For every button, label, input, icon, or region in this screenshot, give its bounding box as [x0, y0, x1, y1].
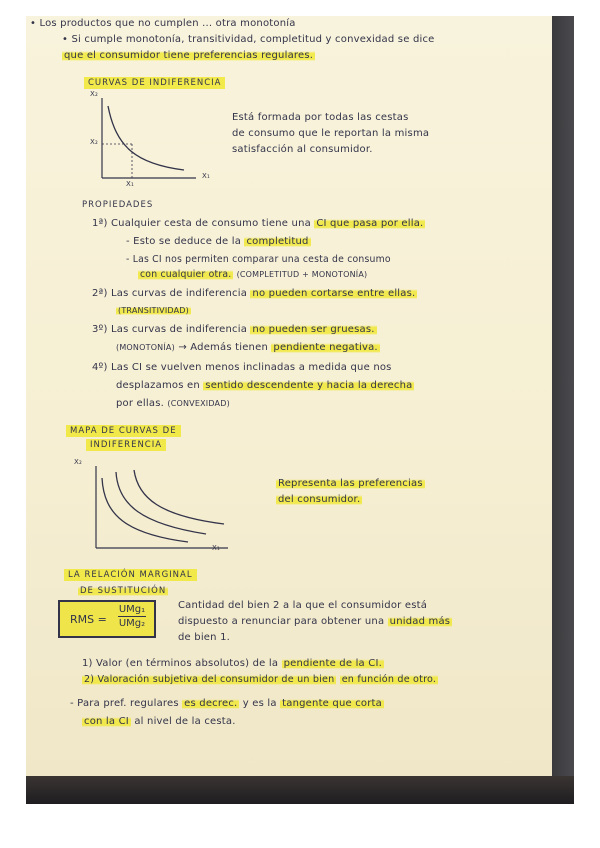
rms-title-2: DE SUSTITUCIÓN [80, 586, 167, 596]
rms-fraction [118, 604, 146, 629]
property-4-line-3: por ellas. (CONVEXIDAD) [116, 398, 230, 409]
ci-definition-3: satisfacción al consumidor. [232, 144, 373, 155]
property-2: 2ª) Las curvas de indiferencia no pueden cortarse entre ellas. [92, 288, 416, 299]
ci-definition-2: de consumo que le reportan la misma [232, 128, 430, 139]
property-1-sub-1: - Esto se deduce de la completitud [126, 236, 309, 247]
rms-numerator: UMg₁ [118, 604, 146, 615]
ci-section-title: CURVAS DE INDIFERENCIA [84, 78, 225, 88]
property-1-sub-2b: con cualquier otra. (COMPLETITUD + MONOTONÍA) [140, 269, 368, 280]
notebook-photo [26, 16, 574, 804]
ci-definition-1: Está formada por todas las cestas [232, 112, 409, 123]
mapa-definition-1: Representa las preferencias [278, 478, 423, 489]
graph1-y-axis-label: X₂ [90, 90, 99, 98]
property-4: 4º) Las CI se vuelven menos inclinadas a medida que nos [92, 362, 392, 373]
mapa-definition-2: del consumidor. [278, 494, 361, 505]
desk-edge-bottom [26, 776, 574, 804]
rms-title-1: LA RELACIÓN MARGINAL [64, 570, 197, 580]
graph1-x-tick: X₁ [126, 180, 135, 188]
rms-point-3: - Para pref. regulares es decrec. y es la tangente que corta [70, 698, 383, 709]
rms-label: RMS = [70, 613, 107, 626]
intro-line-1: • Si cumple monotonía, transitividad, completitud y convexidad se dice [62, 34, 435, 45]
property-1-sub-2a: - Las CI nos permiten comparar una cesta de consumo [126, 254, 391, 265]
property-3-tag: (MONOTONÍA) → Además tienen pendiente negativa. [116, 342, 378, 353]
indifference-curve-graph [84, 92, 214, 190]
rms-point-1: 1) Valor (en términos absolutos) de la pendiente de la CI. [82, 658, 382, 669]
property-2-tag: (TRANSITIVIDAD) [118, 306, 189, 315]
graph2-y-axis-label: X₂ [74, 458, 83, 466]
property-3: 3º) Las curvas de indiferencia no pueden ser gruesas. [92, 324, 375, 335]
rms-point-2: 2) Valoración subjetiva del consumidor de un bien en función de otro. [84, 674, 437, 685]
mapa-title-2: INDIFERENCIA [86, 440, 166, 450]
desk-edge-right [552, 16, 574, 776]
fraction-bar [118, 616, 146, 617]
graph2-x-axis-label: X₁ [212, 544, 221, 552]
property-1: 1ª) Cualquier cesta de consumo tiene una CI que pasa por ella. [92, 218, 424, 229]
rms-denominator: UMg₂ [118, 618, 146, 629]
rms-point-3-cont: con la CI al nivel de la cesta. [84, 716, 236, 727]
rms-formula-box [58, 600, 156, 638]
notebook-page [26, 16, 552, 776]
mapa-title-1: MAPA DE CURVAS DE [66, 426, 181, 436]
rms-definition-1: Cantidad del bien 2 a la que el consumidor está [178, 600, 428, 611]
property-4-line-2: desplazamos en sentido descendente y hacia la derecha [116, 380, 413, 391]
graph1-y-tick: X₂ [90, 138, 99, 146]
intro-line-2: que el consumidor tiene preferencias regulares. [64, 50, 314, 61]
rms-definition-2: dispuesto a renunciar para obtener una unidad más [178, 616, 451, 627]
top-line: • Los productos que no cumplen ... otra monotonía [30, 18, 296, 29]
properties-title: PROPIEDADES [82, 200, 154, 210]
rms-definition-3: de bien 1. [178, 632, 231, 643]
graph1-x-axis-label: X₁ [202, 172, 211, 180]
